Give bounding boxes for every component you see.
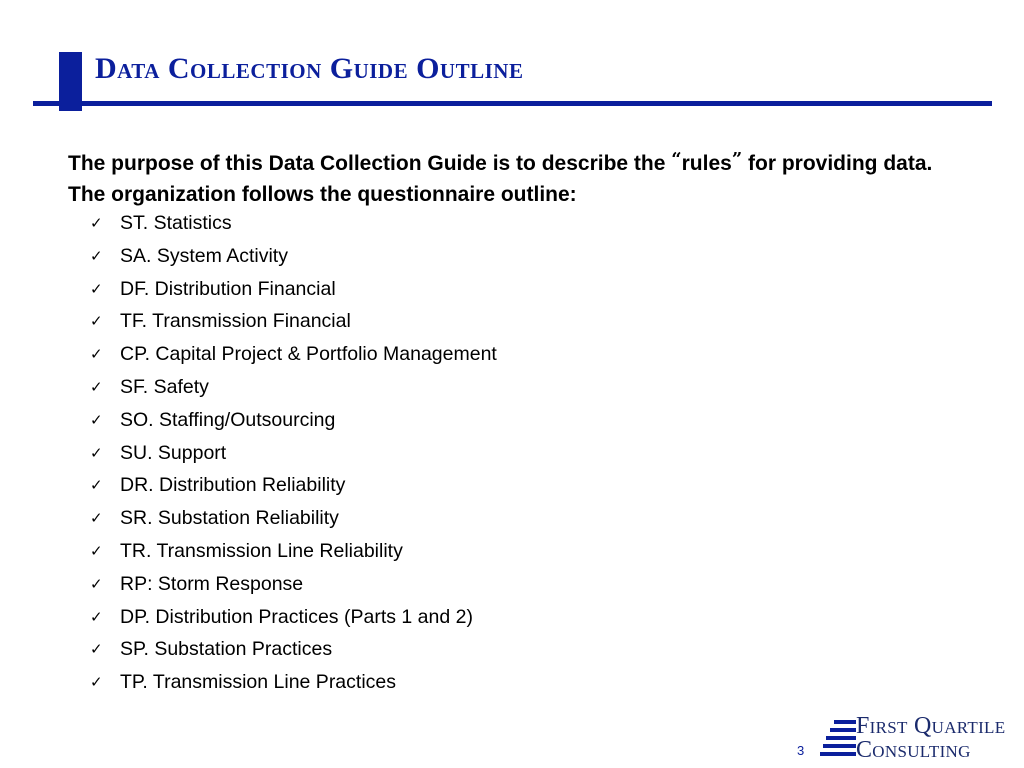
list-item	[90, 305, 497, 338]
list-item	[90, 535, 497, 568]
list-item	[90, 404, 497, 437]
list-item	[90, 633, 497, 666]
list-item	[90, 371, 497, 404]
list-item-label: SO. Staffing/Outsourcing	[120, 408, 336, 431]
intro-paragraph	[68, 144, 968, 210]
checkmark-icon: ✓	[90, 410, 103, 429]
list-item	[90, 240, 497, 273]
checkmark-icon: ✓	[90, 345, 103, 364]
list-item-label: ST. Statistics	[120, 212, 232, 234]
list-item	[90, 568, 497, 601]
checkmark-icon: ✓	[90, 673, 103, 692]
list-item	[90, 601, 497, 634]
logo-bar	[830, 728, 856, 732]
intro-text-start: The purpose of this Data Collection Guide is to describe the	[68, 152, 672, 175]
title-underline-rule	[33, 101, 992, 106]
list-item-label: DF. Distribution Financial	[120, 277, 336, 300]
logo-text-line1: First Quartile	[856, 713, 1006, 739]
intro-text-end: for providing data. The organization follows the questionnaire outline:	[68, 152, 933, 206]
logo-bar	[820, 752, 856, 756]
checkmark-icon: ✓	[90, 509, 103, 528]
list-item	[90, 273, 497, 306]
list-item	[90, 207, 497, 240]
list-item-label: TP. Transmission Line Practices	[120, 671, 396, 694]
intro-quoted-word: rules	[681, 152, 732, 175]
close-quote: ”	[731, 149, 743, 170]
checkmark-icon: ✓	[90, 246, 103, 265]
logo-bar	[826, 736, 856, 740]
list-item-label: RP: Storm Response	[120, 572, 304, 595]
list-item-label: SA. System Activity	[120, 244, 288, 267]
checkmark-icon: ✓	[90, 214, 103, 232]
checkmark-icon: ✓	[90, 377, 103, 396]
checkmark-icon: ✓	[90, 640, 103, 659]
page-number: 3	[797, 743, 805, 758]
checkmark-icon: ✓	[90, 476, 103, 495]
list-item-label: TR. Transmission Line Reliability	[120, 539, 403, 562]
logo-bar	[834, 720, 856, 724]
checkmark-icon: ✓	[90, 279, 103, 298]
checkmark-icon: ✓	[90, 607, 103, 626]
slide-title: Data Collection Guide Outline	[95, 52, 524, 85]
list-item	[90, 502, 497, 535]
checkmark-icon: ✓	[90, 443, 103, 462]
list-item-label: SF. Safety	[120, 375, 209, 398]
list-item	[90, 666, 497, 699]
list-item-label: TF. Transmission Financial	[120, 310, 351, 333]
logo-text-line2: Consulting	[856, 737, 971, 763]
open-quote: “	[671, 149, 682, 170]
list-item-label: DP. Distribution Practices (Parts 1 and 2)	[120, 605, 473, 628]
checkmark-icon: ✓	[90, 541, 103, 560]
list-item	[90, 469, 497, 502]
list-item-label: SP. Substation Practices	[120, 638, 333, 661]
logo-bar	[823, 744, 856, 748]
company-logo	[820, 712, 1020, 762]
checkmark-icon: ✓	[90, 312, 103, 331]
list-item-label: SR. Substation Reliability	[120, 507, 339, 530]
outline-list	[90, 207, 497, 699]
list-item-label: DR. Distribution Reliability	[120, 474, 346, 497]
list-item-label: CP. Capital Project & Portfolio Management	[120, 343, 497, 366]
checkmark-icon: ✓	[90, 574, 103, 593]
list-item	[90, 338, 497, 371]
list-item	[90, 437, 497, 470]
list-item-label: SU. Support	[120, 441, 227, 464]
